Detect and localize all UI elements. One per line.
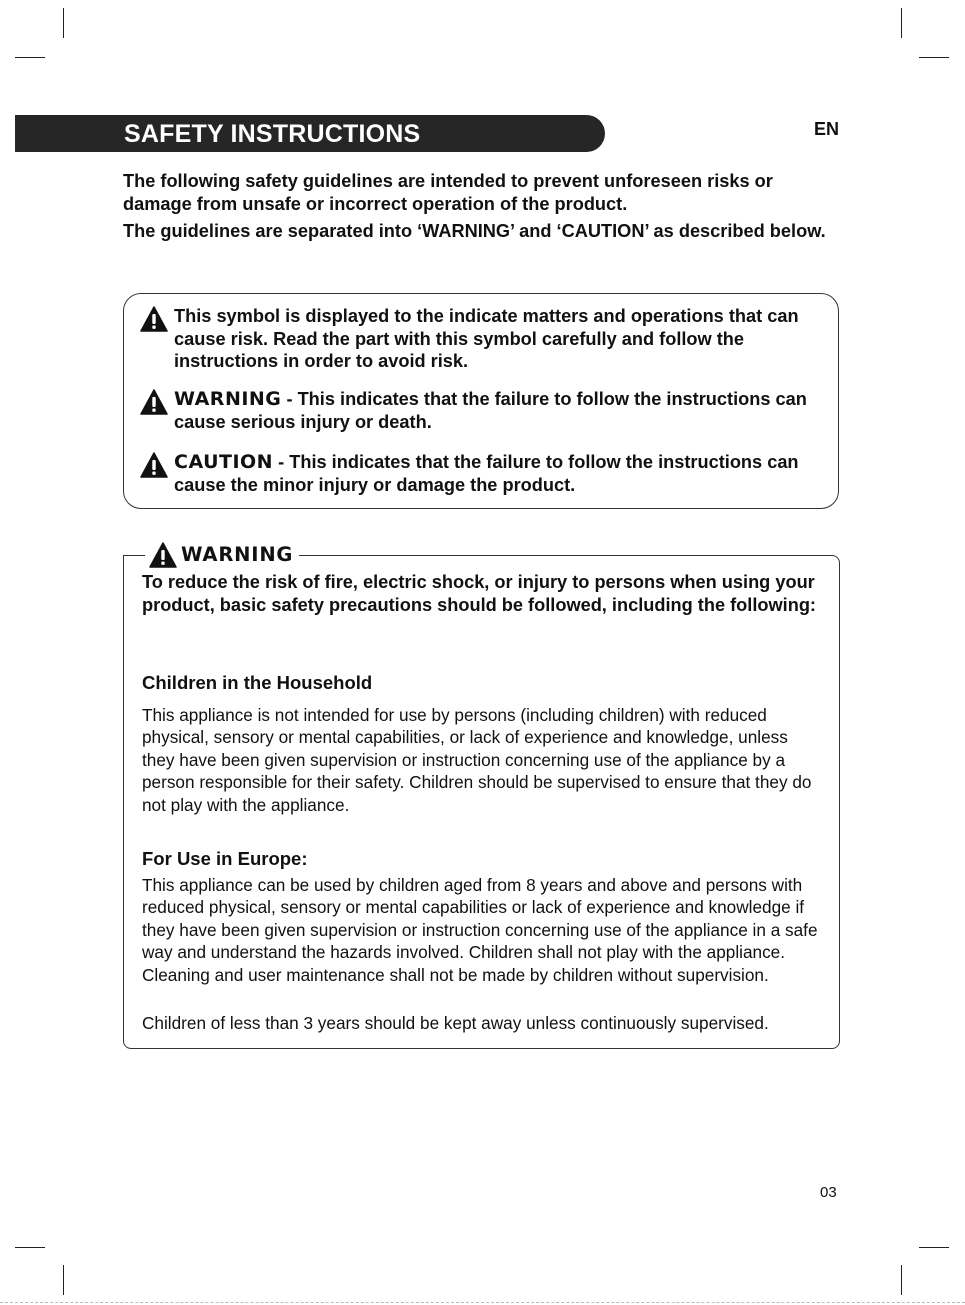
warning-keyword: WARNING <box>174 388 282 410</box>
crop-mark <box>63 1265 64 1295</box>
crop-mark <box>15 57 45 58</box>
warning-lead-text: To reduce the risk of fire, electric shock, or injury to persons when using your product, basic safety precautions should be followed, including the following: <box>142 572 816 615</box>
intro-paragraph: The guidelines are separated into ‘WARNING’ and ‘CAUTION’ as described below. <box>123 221 826 241</box>
symbol-description: This symbol is displayed to the indicate matters and operations that can cause risk. Read the part with this symbol carefully and follow the instructions in order to avoid risk. <box>174 306 799 371</box>
warning-section-box <box>123 555 840 1049</box>
children-heading: Children in the Household <box>142 672 373 693</box>
page-number: 03 <box>820 1184 837 1201</box>
crop-mark <box>901 1265 902 1295</box>
section-title-bar <box>15 115 605 152</box>
warning-triangle-icon <box>140 452 168 478</box>
warning-definition: - This indicates that the failure to follow the instructions can cause serious injury or death. <box>174 389 807 432</box>
intro-paragraph: The following safety guidelines are intended to prevent unforeseen risks or damage from unsafe or incorrect operation of the product. <box>123 171 773 214</box>
warning-section-legend <box>145 542 299 568</box>
symbol-legend-box <box>123 293 839 509</box>
language-code: EN <box>814 119 840 139</box>
warning-section-label: WARNING <box>181 543 294 566</box>
europe-paragraph: This appliance can be used by children aged from 8 years and above and persons with reduced physical, sensory or mental capabilities or lack of experience and knowledge if they have been given supervision or instruction concerning use of the appliance in a safe way and understand the hazards involved. Children shall not play with the appliance. Cleaning and user maintenance shall not be made by children without supervision. <box>142 875 818 985</box>
caution-description <box>174 451 824 496</box>
warning-description <box>174 388 824 433</box>
crop-mark <box>15 1247 45 1248</box>
crop-mark <box>919 1247 949 1248</box>
under-three-paragraph: Children of less than 3 years should be kept away unless continuously supervised. <box>142 1013 769 1033</box>
intro-text <box>123 170 843 248</box>
crop-mark <box>901 8 902 38</box>
caution-definition: - This indicates that the failure to follow the instructions can cause the minor injury or damage the product. <box>174 452 799 495</box>
crop-mark <box>919 57 949 58</box>
europe-heading: For Use in Europe: <box>142 848 308 869</box>
warning-triangle-icon <box>140 306 168 332</box>
page-edge-line <box>0 1302 965 1303</box>
page-title: SAFETY INSTRUCTIONS <box>124 120 421 148</box>
caution-keyword: CAUTION <box>174 451 274 473</box>
children-paragraph: This appliance is not intended for use by persons (including children) with reduced physical, sensory or mental capabilities, or lack of experience and knowledge, unless they have been given supervision or instruction concerning use of the appliance by a person responsible for their safety. Children should be supervised to ensure that they do not play with the appliance. <box>142 705 812 815</box>
warning-triangle-icon <box>140 389 168 415</box>
crop-mark <box>63 8 64 38</box>
warning-triangle-icon <box>148 542 178 568</box>
